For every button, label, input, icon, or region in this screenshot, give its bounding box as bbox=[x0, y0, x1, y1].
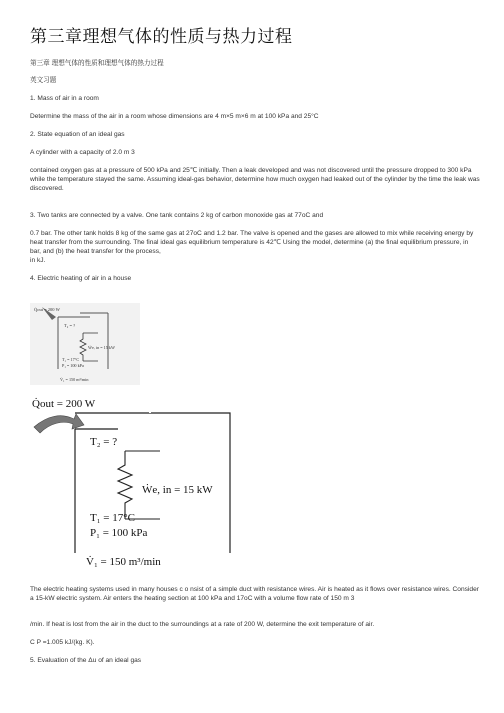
problem-2-line: A cylinder with a capacity of 2.0 m 3 bbox=[30, 149, 135, 156]
w-in-label: Ẇe, in = 15 kW bbox=[142, 484, 213, 496]
problem-3-text-2: 0.7 bar. The other tank holds 8 kg of the same gas at 27oC and 1.2 bar. The valve is opened and the gases are allowed to mix while receiving energy by heat transfer from the surrounding. The final ideal gas equilibrium temperature is 42℃ Using the model, determine (a) the final equilibrium pressure, in bar, and (b) the heat transfer for the process, bbox=[30, 230, 474, 255]
problem-4-text-2: /min. If heat is lost from the air in the duct to the surroundings at a rate of 200 W, determine the exit temperature of air. bbox=[30, 621, 375, 628]
problem-1-text: Determine the mass of the air in a room whose dimensions are 4 m×5 m×6 m at 100 kPa and 25°C bbox=[30, 113, 319, 120]
v1-label: V̇₁ = 150 m³/min bbox=[86, 556, 161, 568]
heating-duct-figure bbox=[30, 393, 250, 571]
problem-5-heading: 5. Evaluation of the Δu of an ideal gas bbox=[30, 657, 142, 664]
problem-3-text: 3. Two tanks are connected by a valve. One tank contains 2 kg of carbon monoxide gas at 77oC and bbox=[30, 212, 324, 219]
thumb-t1-label: T₁ = 17°C bbox=[62, 357, 80, 362]
section-label: 英文习题 bbox=[30, 77, 57, 84]
problem-3-end: in kJ. bbox=[30, 257, 46, 264]
problem-4-heading: 4. Electric heating of air in a house bbox=[30, 275, 132, 282]
thumb-p1-label: P₁ = 100 kPa bbox=[62, 363, 84, 368]
t2-label: T₂ = ? bbox=[90, 436, 118, 448]
p1-label: P₁ = 100 kPa bbox=[90, 527, 148, 539]
thumb-t2-label: T₂ = ? bbox=[64, 323, 76, 328]
page-title: 第三章理想气体的性质与热力过程 bbox=[30, 27, 293, 46]
problem-1-heading: 1. Mass of air in a room bbox=[30, 95, 99, 102]
problem-2-text: contained oxygen gas at a pressure of 500 kPa and 25℃ initially. Then a leak developed and was not discovered until the pressure dropped to 300 kPa while the temperature stayed the same. Assuming ideal-gas behavior, determine how much oxygen had leaked out of the cylinder by the time the leak was discovered. bbox=[30, 167, 480, 192]
problem-4-cp: C P =1.005 kJ/(kg. K). bbox=[30, 639, 95, 646]
heating-duct-thumbnail bbox=[30, 303, 140, 385]
q-out-label: Q̇out = 200 W bbox=[32, 398, 96, 410]
thumb-q-out-label: Q̇out = 200 W bbox=[34, 307, 60, 312]
problem-4-text: The electric heating systems used in many houses c o nsist of a simple duct with resistance wires. Air is heated as it flows over resistance wires. Consider a 15-kW electric system. Air enters the heating section at 100 kPa and 17oC with a volume flow rate of 150 m 3 bbox=[30, 586, 479, 602]
thumb-w-in-label: Ẇe, in = 15 kW bbox=[88, 345, 115, 350]
thumb-v1-label: V̇₁ = 150 m³/min bbox=[60, 377, 89, 382]
subtitle: 第三章 理想气体的性质和理想气体的热力过程 bbox=[30, 60, 164, 67]
thumbnail-background bbox=[30, 303, 140, 385]
t1-label: T₁ = 17°C bbox=[90, 512, 135, 524]
problem-2-heading: 2. State equation of an ideal gas bbox=[30, 131, 125, 138]
